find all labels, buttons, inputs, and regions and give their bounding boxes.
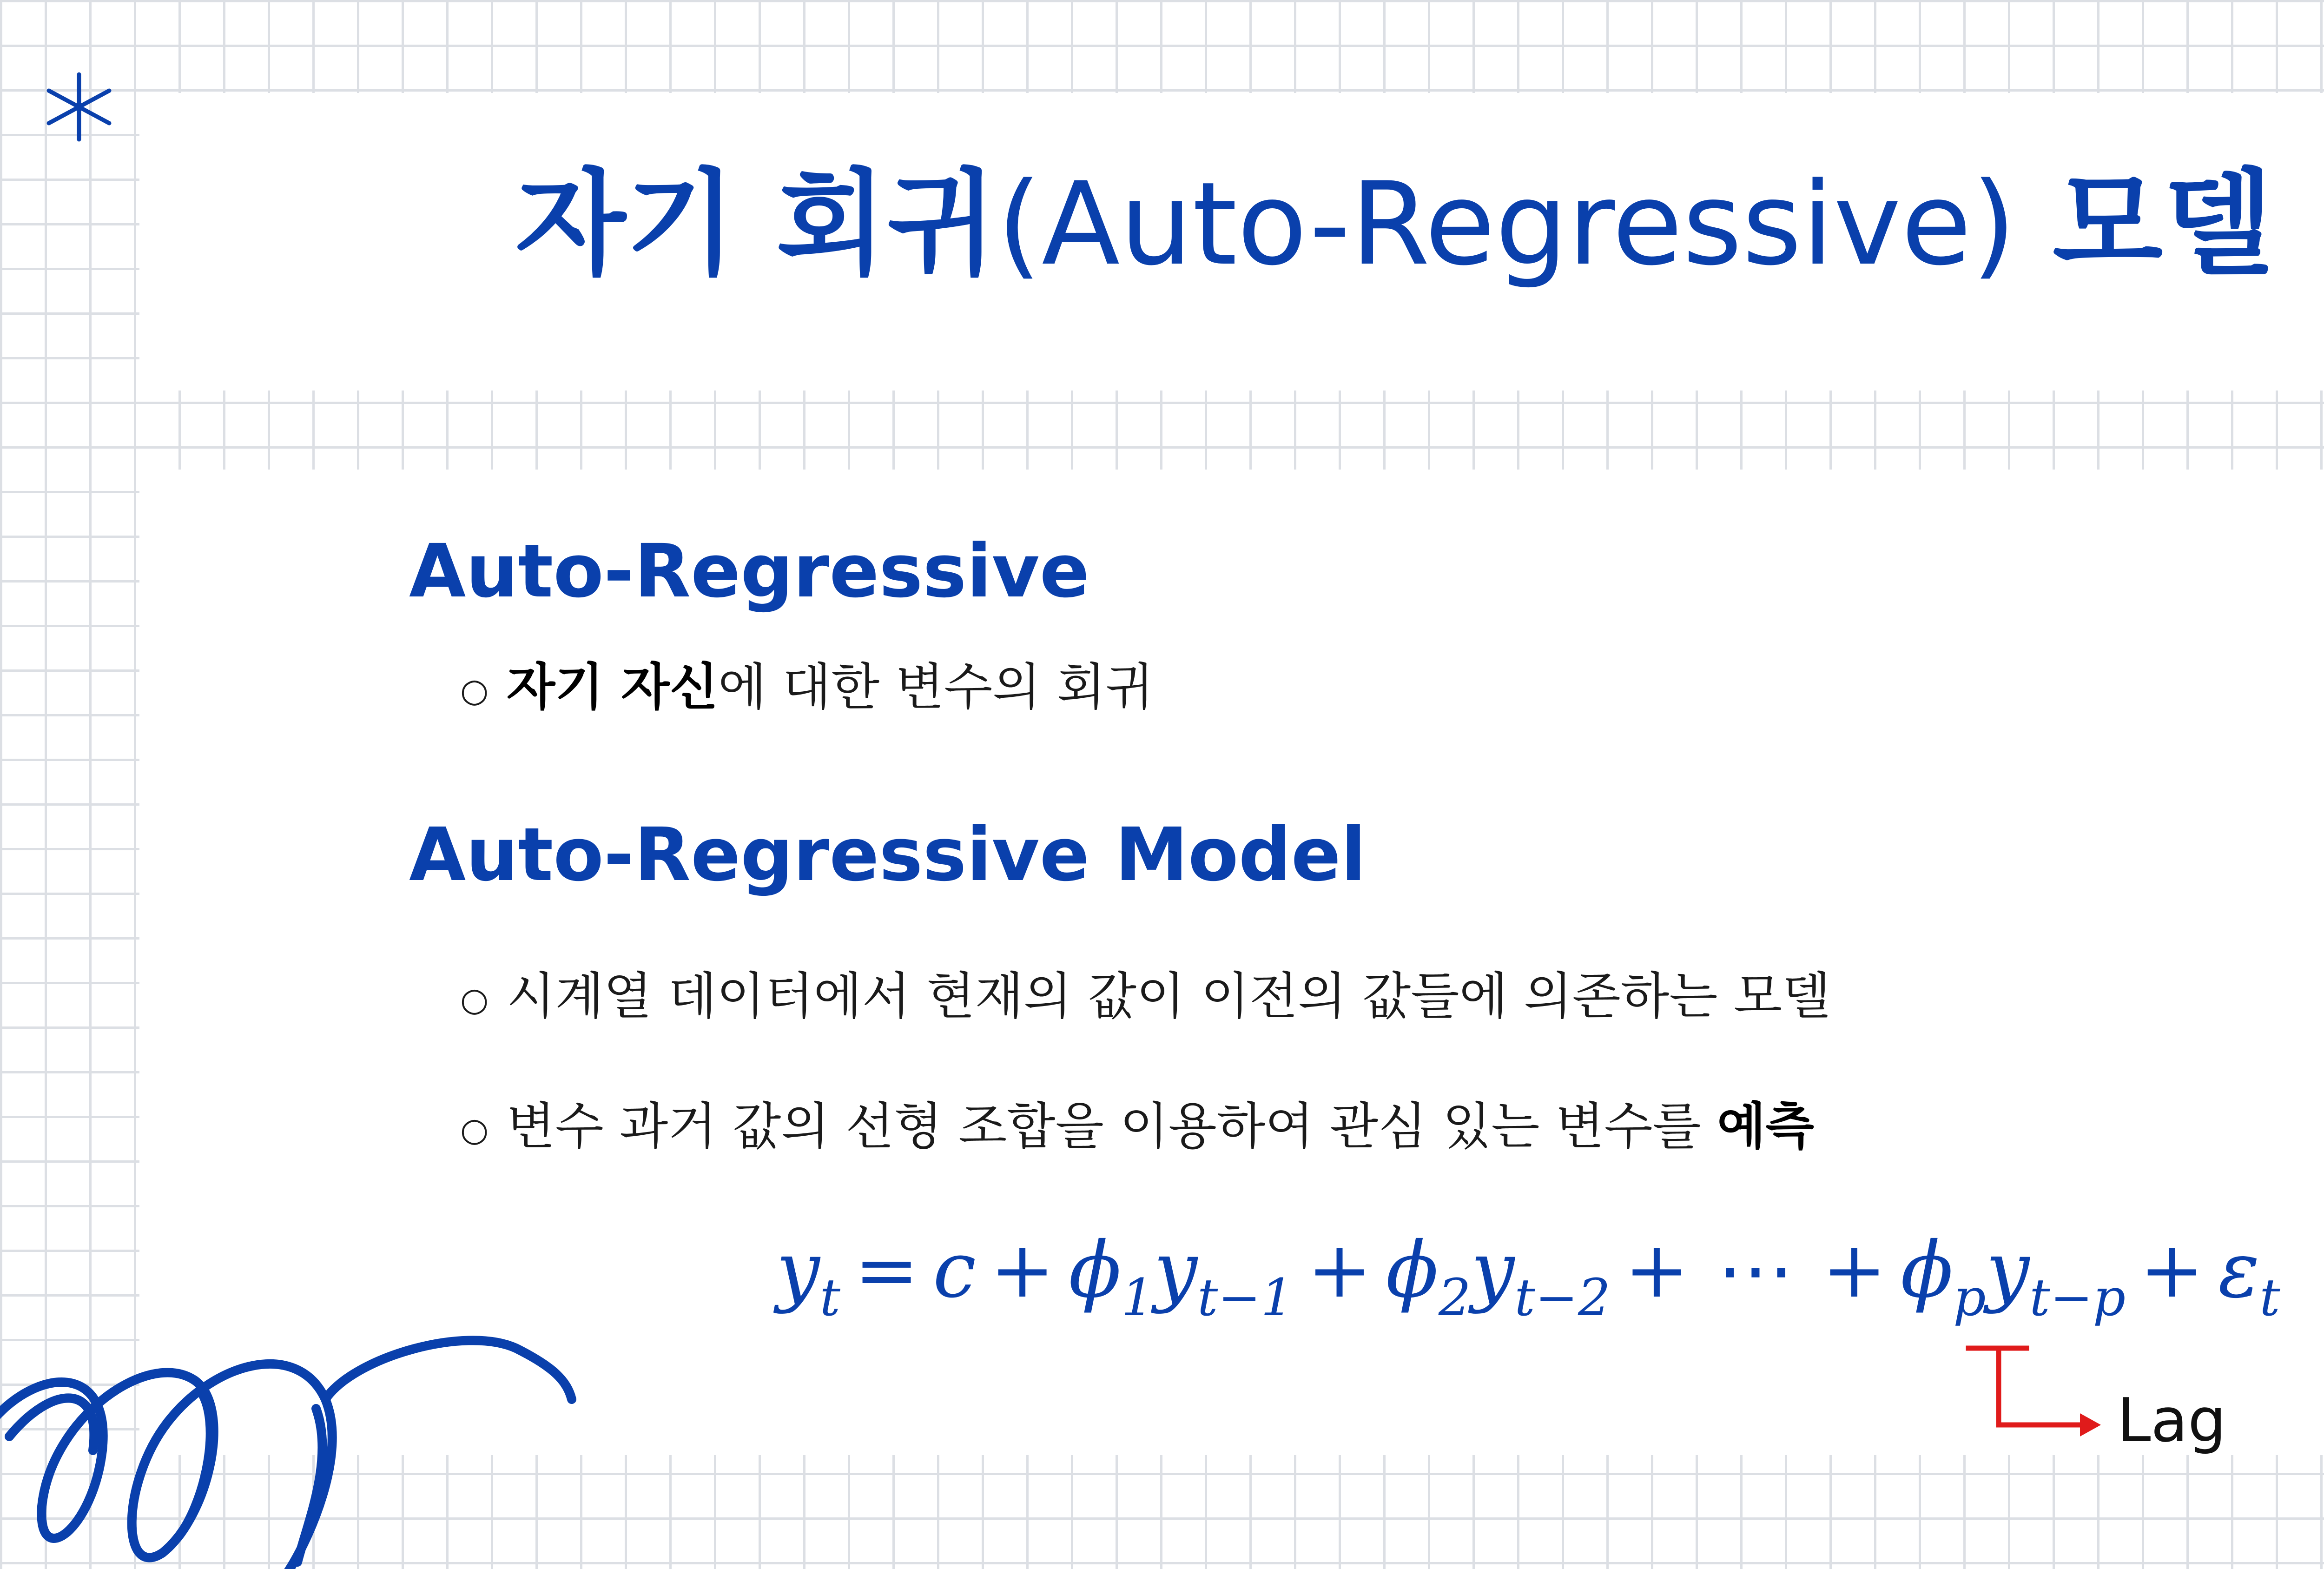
title-english: (Auto-Regressive) xyxy=(997,158,2016,291)
title-korean-1: 자기 회귀 xyxy=(515,158,997,291)
title-korean-2: 모델 xyxy=(2052,158,2274,291)
formula-op: + xyxy=(990,1225,1055,1315)
formula-op: = xyxy=(854,1225,919,1315)
section-heading-auto-regressive-model: Auto-Regressive Model xyxy=(409,812,1367,898)
bullet-text: 에 대한 변수의 회귀 xyxy=(718,658,1154,716)
formula-sub: 1 xyxy=(1121,1268,1154,1327)
bullet-text: 변수 과거 값의 선형 조합을 이용하여 관심 있는 변수를 xyxy=(507,1098,1717,1156)
section-heading-auto-regressive: Auto-Regressive xyxy=(409,529,1089,614)
formula-phi: ϕ xyxy=(1069,1225,1122,1315)
formula-y: y xyxy=(1471,1225,1515,1315)
formula-y: y xyxy=(1986,1225,2030,1315)
formula-sub: t−1 xyxy=(1197,1268,1294,1327)
bullet-bold-text: 예측 xyxy=(1717,1098,1814,1156)
formula-phi: ϕ xyxy=(1901,1225,1954,1315)
formula-op: + xyxy=(1822,1225,1887,1315)
formula-y: y xyxy=(1154,1225,1198,1315)
sparkle-icon xyxy=(37,65,121,149)
bullet-text: 시계열 데이터에서 현재의 값이 이전의 값들에 의존하는 모델 xyxy=(507,967,1831,1026)
bullet-prediction xyxy=(460,1098,1814,1156)
formula-sub: t−2 xyxy=(1514,1268,1611,1327)
formula-sub-lag: t−p xyxy=(2029,1268,2126,1327)
bullet-self-regression xyxy=(460,658,1154,716)
formula-op: + xyxy=(1624,1225,1689,1315)
swirl-bottom-left-icon xyxy=(0,1330,586,1569)
formula-y: y xyxy=(776,1225,820,1315)
bullet-circle-icon: ○ xyxy=(460,671,489,710)
bullet-circle-icon: ○ xyxy=(460,1111,489,1149)
bullet-circle-icon: ○ xyxy=(460,980,489,1019)
formula-op: + xyxy=(1307,1225,1372,1315)
lag-label: Lag xyxy=(2117,1385,2226,1456)
formula-sub: t xyxy=(819,1268,840,1327)
formula-sub: t xyxy=(2259,1268,2280,1327)
formula-ellipsis: ⋯ xyxy=(1717,1225,1794,1315)
formula-sub: 2 xyxy=(1438,1268,1471,1327)
formula-epsilon: ε xyxy=(2218,1225,2260,1315)
bullet-bold-text: 자기 자신 xyxy=(507,658,718,716)
formula-phi: ϕ xyxy=(1386,1225,1439,1315)
lag-arrow-icon xyxy=(1961,1339,2110,1441)
formula-op: + xyxy=(2139,1225,2205,1315)
formula-c: c xyxy=(933,1225,977,1315)
page-title xyxy=(0,158,2324,291)
bullet-time-series xyxy=(460,967,1831,1026)
ar-formula xyxy=(776,1225,2280,1327)
formula-sub: p xyxy=(1953,1268,1986,1327)
